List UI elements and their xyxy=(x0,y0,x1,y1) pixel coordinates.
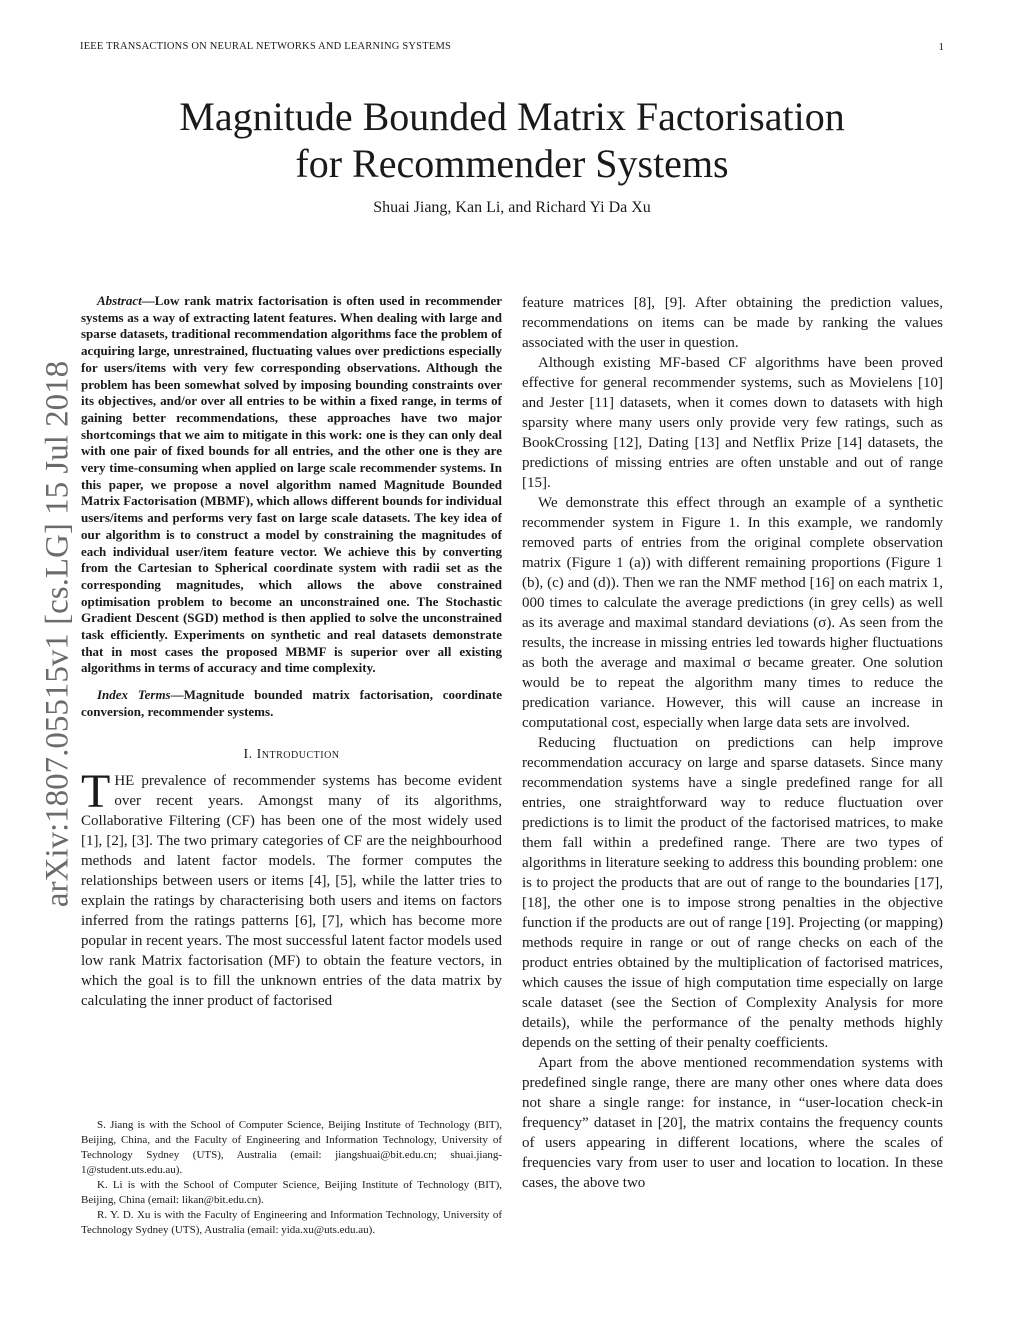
author-list: Shuai Jiang, Kan Li, and Richard Yi Da Xu xyxy=(373,199,651,216)
author-footnotes xyxy=(81,1118,502,1238)
section-name: Introduction xyxy=(256,746,340,762)
paper-title xyxy=(0,93,1024,187)
paragraph-multiple-ranges: Apart from the above mentioned recommendation systems with predefined single range, there are many other ones where data does not share a single range: for instance, in “user-location check-in frequency” dataset in [20], the matrix contains the frequency counts of users appearing in different locations, where the scales of frequencies vary from user to user and location to location. In these cases, the above two xyxy=(522,1055,943,1191)
abstract-lead: Abstract xyxy=(97,293,142,308)
drop-cap: T xyxy=(81,764,111,818)
paragraph-mf-cf: Although existing MF-based CF algorithms have been proved effective for general recommender systems, such as Movielens [10] and Jester [11] datasets, when it comes down to datasets with high sparsity where many users only provide very few ratings, such as BookCrossing [12], Dating [13] and Netflix Prize [14] datasets, the predictions of missing entries are often unstable and out of range [15]. xyxy=(522,355,943,491)
journal-header: IEEE TRANSACTIONS ON NEURAL NETWORKS AND LEARNING SYSTEMS xyxy=(80,41,452,52)
index-terms-text: —Magnitude bounded matrix factorisation, coordinate conversion, recommender systems. xyxy=(81,687,502,719)
paragraph-reducing-fluctuation: Reducing fluctuation on predictions can help improve recommendation accuracy on large and sparse datasets. Since many recommendation systems have a single predefined range for all entries, one straightforward way to reduce fluctuation over predictions is to limit the product of the factorised matrices, to make them fall within a predefined range. There are two types of algorithms in literature seeking to address this bounding problem: one is to project the products that are out of range to the boundaries [17], [18], the other one is to impose strong penalties in the objective function if the products are out of range [19]. Projecting (or mapping) methods require in range or out of range checks on each of the product entries obtained by the multiplication of factorised matrices, which causes the issue of high computation time especially on large scale dataset (see the Section of Complexity Analysis for more details), while the performance of the penalty methods highly depends on the setting of their penalty coefficients. xyxy=(522,735,943,1051)
title-line-2: for Recommender Systems xyxy=(295,141,729,186)
title-line-1: Magnitude Bounded Matrix Factorisation xyxy=(179,94,845,139)
page-number: 1 xyxy=(938,41,944,53)
section-heading-introduction xyxy=(81,747,502,763)
arxiv-stamp[interactable]: arXiv:1807.05515v1 [cs.LG] 15 Jul 2018 xyxy=(39,360,76,908)
intro-paragraph xyxy=(81,764,502,1011)
paragraph-synthetic-example: We demonstrate this effect through an example of a synthetic recommender system in Figure 1. In this example, we randomly removed parts of entries from the original complete observation matrix (Figure 1 (a)) with different remaining proportions (Figure 1 (b), (c) and (d)). Then we ran the NMF method [16] on each matrix 1, 000 times to calculate the average predictions (in grey cells) as well as its average and maximal standard deviations (σ). As seen from the results, the increase in missing entries led towards higher fluctuations as both the average and maximal σ became greater. One solution would be to repeat the algorithm many times to reduce the predication variance. However, this will cause an increase in computational cost, especially when large data sets are involved. xyxy=(522,495,943,731)
index-terms-lead: Index Terms xyxy=(97,687,171,703)
abstract xyxy=(81,293,502,677)
left-column xyxy=(81,293,502,1011)
index-terms xyxy=(81,687,502,720)
abstract-text: —Low rank matrix factorisation is often used in recommender systems as a way of extracting latent features. When dealing with large and sparse datasets, traditional recommendation algorithms face the problem of acquiring large, unrestrained, fluctuating values over predictions especially for users/items with very few corresponding observations. Although the problem has been somewhat solved by imposing bounding constraints over its objectives, and/or over all entries to be within a fixed range, in terms of gaining better recommendations, these approaches have two major shortcomings that we aim to mitigate in this work: one is they can only deal with one pair of fixed bounds for all entries, and the other one is they are very time-consuming when applied on large scale recommender systems. In this paper, we propose a novel algorithm named Magnitude Bounded Matrix Factorisation (MBMF), which allows different bounds for individual users/items and performs very fast on large scale datasets. The key idea of our algorithm is to construct a model by constraining the magnitudes of each individual user/item feature vector. We achieve this by converting from the Cartesian to Spherical coordinate system with radii set as the corresponding magnitudes, which allows the above constrained optimisation problem to become an unconstrained one. The Stochastic Gradient Descent (SGD) method is then applied to solve the unconstrained task efficiently. Experiments on synthetic and real datasets demonstrate that in most cases the proposed MBMF is superior over all existing algorithms in terms of accuracy and time complexity. xyxy=(81,293,502,676)
paragraph-continued: feature matrices [8], [9]. After obtaining the prediction values, recommendations on items can be made by ranking the values associated with the user in question. xyxy=(522,295,943,351)
right-column xyxy=(522,293,943,1193)
intro-text: HE prevalence of recommender systems has become evident over recent years. Amongst many of its algorithms, Collaborative Filtering (CF) has been one of the most widely used [1], [2], [3]. The two primary categories of CF are the neighbourhood methods and latent factor models. The former computes the relationships between users or items [4], [5], while the latter tries to explain the ratings by characterising both users and items on factors inferred from the ratings patterns [6], [7], which has become more popular in recent years. The most successful latent factor models used low rank Matrix factorisation (MF) to obtain the feature vectors, in which the goal is to fill the unknown entries of the data matrix by calculating the inner product of factorised xyxy=(81,772,502,1009)
footnote-jiang: S. Jiang is with the School of Computer Science, Beijing Institute of Technology (BIT), Beijing, China, and the Faculty of Engineering and Information Technology, University of Technology Sydney (UTS), Australia (email: jiangshuai@bit.edu.cn; shuai.jiang-1@student.uts.edu.au). xyxy=(81,1119,502,1176)
footnote-xu: R. Y. D. Xu is with the Faculty of Engineering and Information Technology, University of Technology Sydney (UTS), Australia (email: yida.xu@uts.edu.au). xyxy=(81,1209,502,1236)
footnote-li: K. Li is with the School of Computer Science, Beijing Institute of Technology (BIT), Beijing, China (email: likan@bit.edu.cn). xyxy=(81,1179,502,1206)
section-number: I. xyxy=(243,746,257,762)
